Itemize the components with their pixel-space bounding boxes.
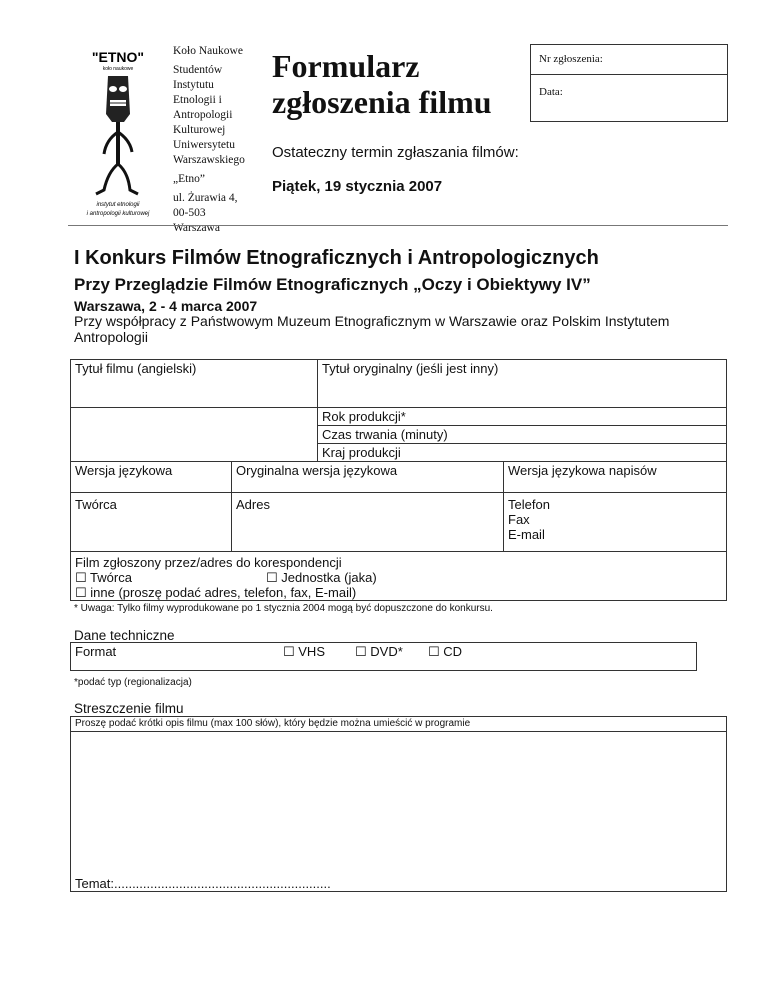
author-field[interactable]: [70, 492, 232, 552]
author-label: Twórca: [75, 497, 117, 512]
eligibility-note: * Uwaga: Tylko filmy wyprodukowane po 1 stycznia 2004 mogą być dopuszczone do konkursu.: [74, 603, 493, 614]
org-line: Antropologii: [173, 109, 233, 121]
format-vhs-checkbox[interactable]: ☐ VHS: [283, 644, 325, 659]
deadline-date: Piątek, 19 stycznia 2007: [272, 178, 443, 195]
summary-box[interactable]: [70, 716, 727, 892]
title-orig-label: Tytuł oryginalny (jeśli jest inny): [322, 361, 499, 376]
summary-instruction: Proszę podać krótki opis filmu (max 100 słów), który będzie można umieścić w programie: [71, 717, 726, 732]
option-other-checkbox[interactable]: ☐ inne (proszę podać adres, telefon, fax, E-mail): [75, 585, 357, 600]
logo-top-text: "ETNO": [91, 49, 145, 65]
original-language-field[interactable]: [231, 461, 504, 493]
cooperation-text: Przy współpracy z Państwowym Muzeum Etnograficznym w Warszawie oraz Polskim Instytutem Antropologii: [74, 313, 670, 345]
org-line: Etnologii i: [173, 94, 222, 106]
format-cd-checkbox[interactable]: ☐ CD: [428, 644, 463, 659]
org-line: Instytutu: [173, 79, 214, 91]
title-en-label: Tytuł filmu (angielski): [75, 361, 197, 376]
org-line: Warszawskiego: [173, 154, 245, 166]
deadline-label: Ostateczny termin zgłaszania filmów:: [272, 144, 519, 161]
org-line: Uniwersytetu: [173, 139, 235, 151]
subtitle-language-field[interactable]: [503, 461, 727, 493]
organization-info: [173, 44, 263, 236]
contest-heading: I Konkurs Filmów Etnograficznych i Antropologicznych: [74, 247, 599, 269]
contact-field[interactable]: [503, 492, 727, 552]
submission-number-field[interactable]: Nr zgłoszenia:: [531, 45, 727, 75]
format-dvd-checkbox[interactable]: ☐ DVD*: [355, 644, 403, 659]
email-label: E-mail: [508, 527, 545, 542]
form-title: [272, 48, 492, 120]
language-version-label: Wersja językowa: [75, 463, 173, 478]
festival-heading: Przy Przeglądzie Filmów Etnograficznych „Oczy i Obiektywy IV”: [74, 275, 591, 294]
org-line: Kulturowej: [173, 124, 226, 136]
fax-label: Fax: [508, 512, 530, 527]
region-footnote: *podać typ (regionalizacja): [74, 677, 192, 688]
event-date-heading: Warszawa, 2 - 4 marca 2007: [74, 298, 258, 314]
format-row: [70, 642, 697, 671]
summary-heading: Streszczenie filmu: [74, 701, 184, 716]
address-label: Adres: [236, 497, 270, 512]
address-field[interactable]: [231, 492, 504, 552]
title-line-2: zgłoszenia filmu: [272, 84, 492, 120]
title-en-continued: [70, 407, 318, 462]
org-line: Koło Naukowe: [173, 45, 243, 57]
phone-label: Telefon: [508, 497, 550, 512]
duration-label: Czas trwania (minuty): [322, 427, 448, 442]
address-line: Warszawa: [173, 222, 220, 234]
year-label: Rok produkcji*: [322, 409, 406, 424]
logo-bottom-text-2: i antropologii kulturowej: [86, 211, 150, 217]
country-label: Kraj produkcji: [322, 445, 401, 460]
topic-field[interactable]: Temat:............................................................: [75, 876, 331, 891]
submitted-by-label: Film zgłoszony przez/adres do korespondencji: [75, 555, 342, 570]
subtitle-language-label: Wersja językowa napisów: [508, 463, 657, 478]
language-version-field: [70, 461, 232, 493]
office-use-box: [530, 44, 728, 122]
address-line: ul. Żurawia 4,: [173, 192, 238, 204]
year-field[interactable]: [317, 407, 727, 426]
option-unit-checkbox[interactable]: ☐ Jednostka (jaka): [266, 570, 377, 585]
submitted-by-section: [70, 551, 727, 601]
country-field[interactable]: [317, 443, 727, 462]
option-author-checkbox[interactable]: ☐ Twórca: [75, 570, 132, 585]
etno-logo: [68, 44, 168, 224]
date-field[interactable]: Data:: [539, 86, 563, 98]
logo-top-small: koło naukowe: [102, 66, 134, 72]
original-language-label: Oryginalna wersja językowa: [236, 463, 398, 478]
title-en-field[interactable]: [70, 359, 318, 408]
address-line: 00-503: [173, 207, 206, 219]
technical-heading: Dane techniczne: [74, 628, 175, 643]
duration-field[interactable]: [317, 425, 727, 444]
logo-bottom-text-1: instytut etnologii: [96, 202, 140, 208]
title-orig-field[interactable]: [317, 359, 727, 408]
header-divider: [68, 225, 728, 226]
title-line-1: Formularz: [272, 48, 420, 84]
org-name: „Etno”: [173, 173, 205, 185]
format-label: Format: [75, 644, 117, 659]
org-line: Studentów: [173, 64, 223, 76]
